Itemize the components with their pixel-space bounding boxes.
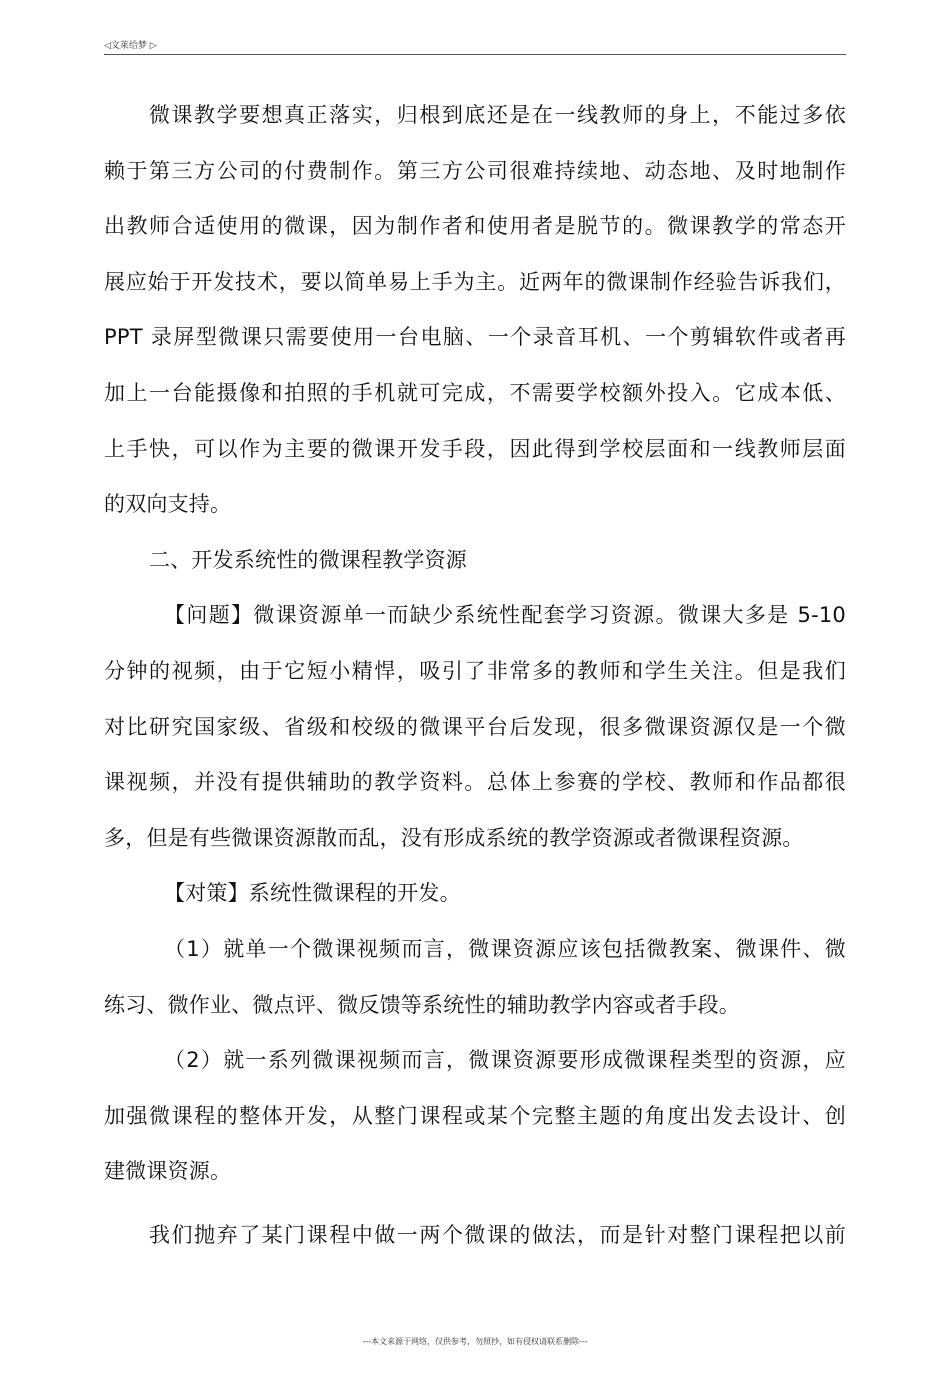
- text-line: 赖于第三方公司的付费制作。第三方公司很难持续地、动态地、及时地制作: [104, 158, 846, 183]
- section-heading: [104, 545, 846, 601]
- heading-text: 二、开发系统性的微课程教学资源: [149, 547, 467, 572]
- paragraph: [104, 878, 846, 934]
- page-footer: ---本文来源于网络，仅供参考，勿照抄，如有侵权请联系删除---: [362, 1337, 588, 1346]
- text-line: 展应始于开发技术，要以简单易上手为主。近两年的微课制作经验告诉我们，: [104, 269, 846, 294]
- text-line: 建微课资源。: [104, 1159, 232, 1184]
- text-line: 加上一台能摄像和拍照的手机就可完成，不需要学校额外投入。它成本低、: [104, 380, 846, 405]
- paragraph: [104, 600, 846, 878]
- text-line: 分钟的视频，由于它短小精悍，吸引了非常多的教师和学生关注。但是我们: [104, 658, 846, 683]
- paragraph: [104, 1220, 846, 1276]
- text-line: 【问题】微课资源单一而缺少系统性配套学习资源。微课大多是 5-10: [164, 603, 846, 628]
- text-line: （2）就一系列微课视频而言，微课资源要形成微课程类型的资源，应: [164, 1048, 846, 1073]
- text-line: 我们抛弃了某门课程中做一两个微课的做法，而是针对整门课程把以前: [149, 1222, 846, 1247]
- text-line: PPT 录屏型微课只需要使用一台电脑、一个录音耳机、一个剪辑软件或者再: [104, 325, 846, 350]
- text-line: 【对策】系统性微课程的开发。: [164, 881, 461, 906]
- list-item: [104, 1045, 846, 1212]
- paragraph-gap: [104, 1212, 846, 1220]
- text-line: 多，但是有些微课资源散而乱，没有形成系统的教学资源或者微课程资源。: [104, 825, 804, 850]
- text-line: 对比研究国家级、省级和校级的微课平台后发现，很多微课资源仅是一个微: [104, 714, 846, 739]
- text-line: （1）就单一个微课视频而言，微课资源应该包括微教案、微课件、微: [164, 936, 846, 961]
- text-line: 课视频，并没有提供辅助的教学资料。总体上参赛的学校、教师和作品都很: [104, 770, 846, 795]
- page-header: ◁文莱给梦 ▷: [104, 41, 157, 51]
- text-line: 的双向支持。: [104, 492, 232, 517]
- paragraph: [104, 100, 846, 545]
- text-line: 微课教学要想真正落实，归根到底还是在一线教师的身上，不能过多依: [149, 103, 846, 127]
- text-line: 练习、微作业、微点评、微反馈等系统性的辅助教学内容或者手段。: [104, 992, 740, 1017]
- list-item: [104, 934, 846, 1045]
- header-divider: [104, 54, 846, 55]
- text-line: 上手快，可以作为主要的微课开发手段，因此得到学校层面和一线教师层面: [104, 436, 846, 461]
- text-line: 出教师合适使用的微课，因为制作者和使用者是脱节的。微课教学的常态开: [104, 214, 846, 239]
- document-body: [104, 100, 846, 1275]
- text-line: 加强微课程的整体开发，从整门课程或某个完整主题的角度出发去设计、创: [104, 1103, 846, 1128]
